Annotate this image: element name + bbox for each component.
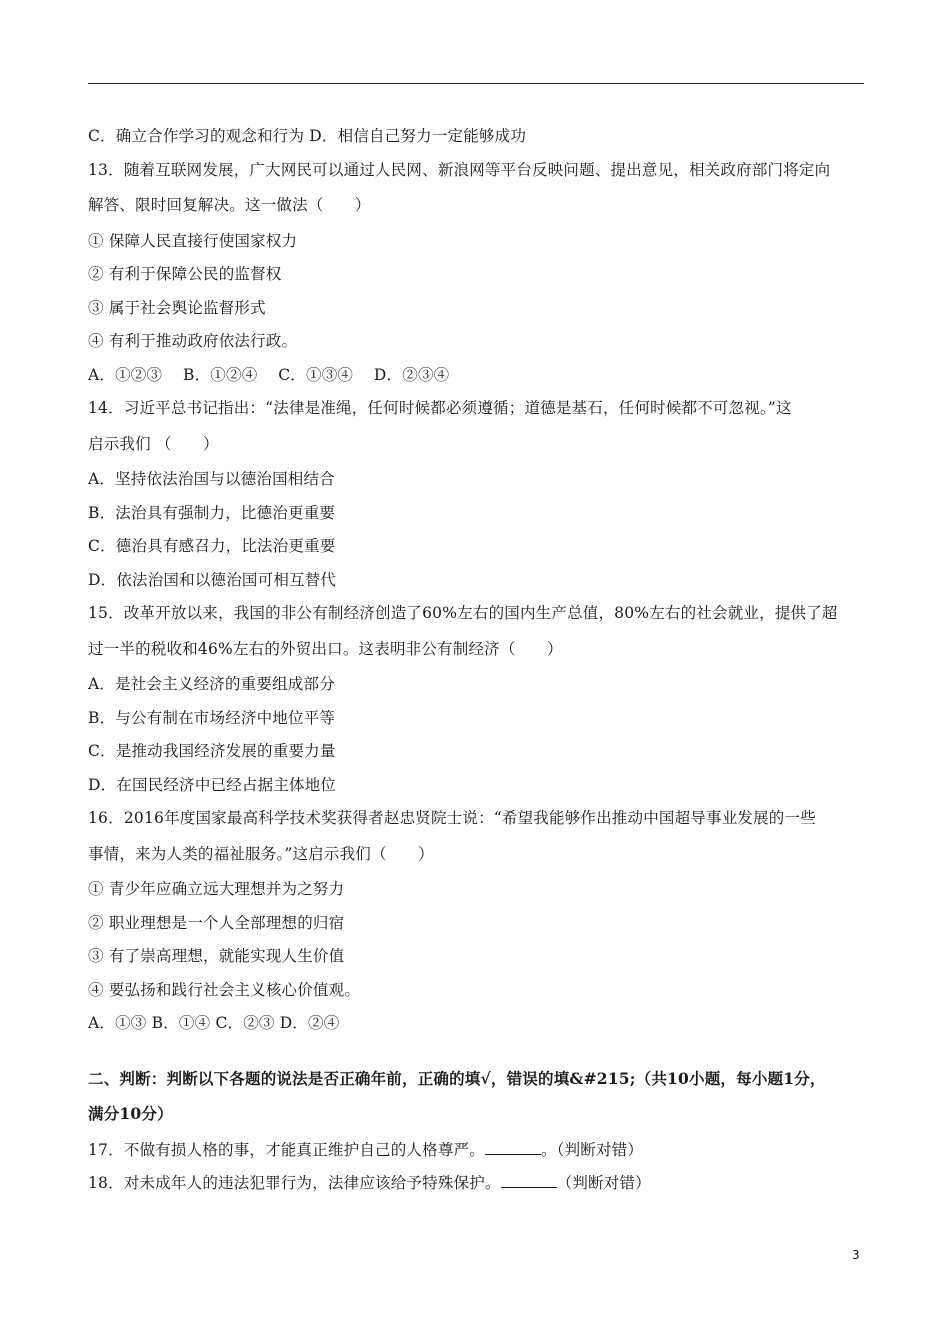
question-14-option-d: D．依法治国和以德治国可相互替代 bbox=[88, 570, 337, 589]
question-14-option-a: A．坚持依法治国与以德治国相结合 bbox=[88, 470, 335, 488]
question-16-statement-4: ④ 要弘扬和践行社会主义核心价值观。 bbox=[88, 980, 361, 999]
page-number: 3 bbox=[852, 1248, 860, 1262]
question-14-stem-line-2: 启示我们 （ ） bbox=[88, 434, 219, 453]
question-16-statement-3: ③ 有了崇高理想，就能实现人生价值 bbox=[88, 947, 345, 965]
question-17-suffix: 。（判断对错） bbox=[540, 1140, 644, 1159]
question-13-answer-options: A．①②③ B．①②④ C．①③④ D．②③④ bbox=[88, 365, 450, 384]
question-15-option-c: C．是推动我国经济发展的重要力量 bbox=[88, 742, 336, 760]
question-14-stem-line-1: 14．习近平总书记指出：“法律是准绳，任何时候都必须遵循；道德是基石，任何时候都不可忽视。”这 bbox=[88, 399, 792, 417]
question-16-statement-1: ① 青少年应确立远大理想并为之努力 bbox=[88, 880, 345, 898]
question-18-answer-blank[interactable] bbox=[501, 1171, 557, 1188]
question-17-text: 17．不做有损人格的事，才能真正维护自己的人格尊严。 bbox=[88, 1140, 485, 1159]
question-13-statement-2: ② 有利于保障公民的监督权 bbox=[88, 265, 282, 283]
section-2-heading-line-1: 二、判断：判断以下各题的说法是否正确年前，正确的填√，错误的填&#215;（共10小题，每小题1分， bbox=[88, 1068, 826, 1088]
question-18-text: 18．对未成年人的违法犯罪行为，法律应该给予特殊保护。 bbox=[88, 1174, 501, 1192]
question-13-statement-4: ④ 有利于推动政府依法行政。 bbox=[88, 332, 298, 350]
question-13-statement-1: ① 保障人民直接行使国家权力 bbox=[88, 231, 298, 250]
question-16-statement-2: ② 职业理想是一个人全部理想的归宿 bbox=[88, 913, 345, 932]
question-12-options-cd: C．确立合作学习的观念和行为 D．相信自己努力一定能够成功 bbox=[88, 127, 527, 145]
question-17-answer-blank[interactable] bbox=[485, 1138, 541, 1155]
question-15-option-b: B．与公有制在市场经济中地位平等 bbox=[88, 708, 336, 727]
question-13-stem-line-2: 解答、限时回复解决。这一做法（ ） bbox=[88, 196, 371, 214]
section-spacer bbox=[88, 1045, 866, 1067]
question-17 bbox=[88, 1138, 866, 1172]
question-13-statement-3: ③ 属于社会舆论监督形式 bbox=[88, 298, 266, 317]
header-rule bbox=[88, 83, 864, 84]
section-2-heading-line-2: 满分10分） bbox=[88, 1104, 173, 1123]
question-16-answer-options: A．①③ B．①④ C．②③ D．②④ bbox=[88, 1014, 340, 1032]
question-13-stem-line-1: 13．随着互联网发展，广大网民可以通过人民网、新浪网等平台反映问题、提出意见，相关政府部门将定向 bbox=[88, 160, 831, 179]
question-15-stem-line-2: 过一半的税收和46%左右的外贸出口。这表明非公有制经济（ ） bbox=[88, 639, 563, 658]
question-18 bbox=[88, 1171, 866, 1205]
question-15-stem-line-1: 15．改革开放以来，我国的非公有制经济创造了60%左右的国内生产总值，80%左右的社会就业，提供了超 bbox=[88, 604, 838, 622]
question-14-option-c: C．德治具有感召力，比法治更重要 bbox=[88, 537, 336, 555]
question-15-option-a: A．是社会主义经济的重要组成部分 bbox=[88, 675, 335, 693]
question-18-suffix: （判断对错） bbox=[556, 1174, 651, 1192]
page-content bbox=[88, 124, 866, 1205]
question-15-option-d: D．在国民经济中已经占据主体地位 bbox=[88, 775, 337, 794]
question-16-stem-line-2: 事情，来为人类的福祉服务。”这启示我们（ ） bbox=[88, 844, 434, 863]
question-16-stem-line-1: 16．2016年度国家最高科学技术奖获得者赵忠贤院士说：“希望我能够作出推动中国超导事业发展的一些 bbox=[88, 809, 816, 827]
question-14-option-b: B．法治具有强制力，比德治更重要 bbox=[88, 503, 336, 522]
